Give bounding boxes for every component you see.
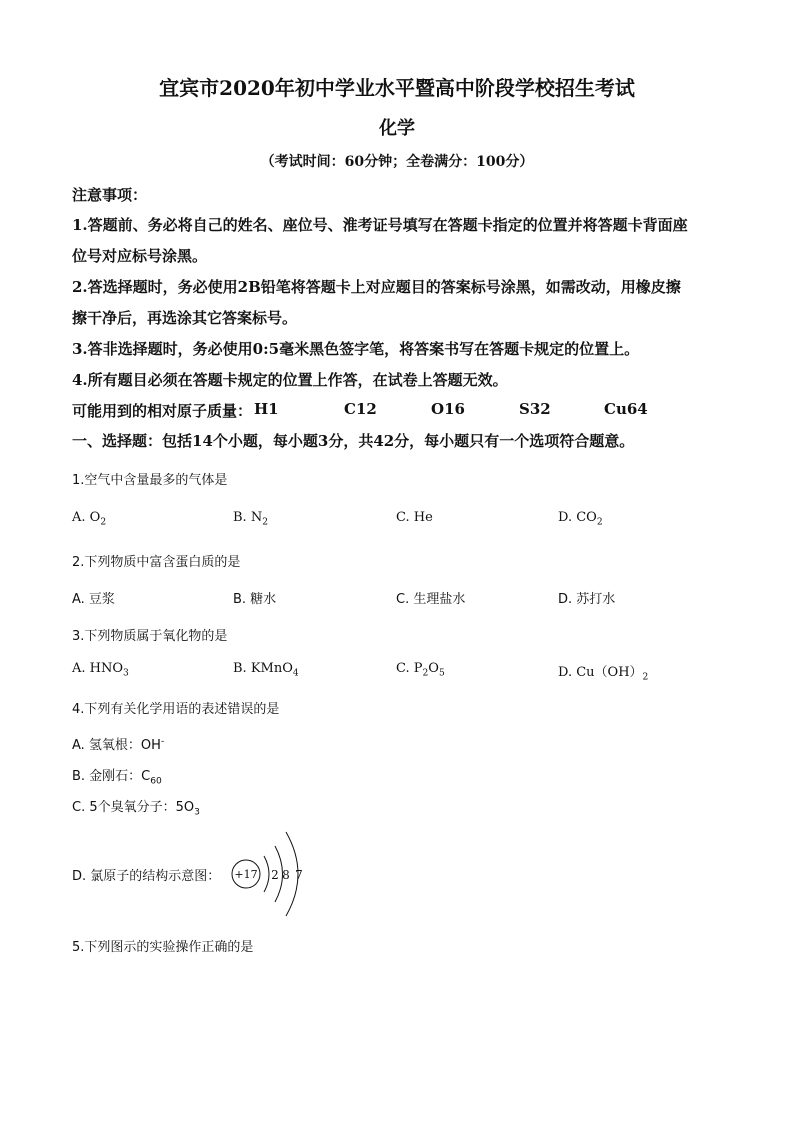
question-1-option-a: A. $O_2$ [72, 510, 107, 528]
note-2-line-2: 擦干净后，再选涂其它答案标号。 [72, 309, 298, 327]
shell-1-arc [264, 856, 269, 892]
question-4-option-a: A. 氢氧根：OH- [72, 736, 165, 753]
atomic-masses-label: 可能用到的相对原子质量： [72, 402, 253, 420]
question-5-stem: 5.下列图示的实验操作正确的是 [72, 940, 254, 955]
question-1-option-c: C. He [396, 510, 433, 525]
question-3-option-d: D. $Cu(OH)_2$ [558, 665, 649, 683]
nucleus-charge: +17 [234, 868, 258, 881]
shell-2-electrons: 8 [282, 868, 290, 882]
question-1-option-d: D. $CO_2$ [558, 510, 603, 528]
atomic-mass-item: Cu64 [604, 400, 648, 418]
atomic-mass-item: O16 [431, 400, 465, 418]
note-2-line-1: 2.答选择题时，务必使用2B铅笔将答题卡上对应题目的答案标号涂黑，如需改动，用橡皮擦 [72, 278, 681, 296]
atomic-mass-item: H1 [254, 400, 279, 418]
shell-3-electrons: 7 [295, 868, 303, 882]
atomic-mass-item: S32 [519, 400, 551, 418]
question-3-option-a: A. $HNO_3$ [72, 661, 129, 679]
question-1-option-b: B. $N_2$ [233, 510, 268, 528]
atomic-mass-item: C12 [344, 400, 377, 418]
shell-1-electrons: 2 [271, 868, 279, 882]
atomic-masses [72, 400, 732, 420]
question-2-option-b: B. 糖水 [233, 592, 277, 607]
note-4: 4.所有题目必须在答题卡规定的位置上作答，在试卷上答题无效。 [72, 371, 508, 389]
notes-heading: 注意事项： [72, 186, 148, 204]
note-1-line-2: 位号对应标号涂黑。 [72, 247, 208, 265]
chlorine-atom-diagram [228, 826, 318, 922]
question-2-stem: 2.下列物质中富含蛋白质的是 [72, 555, 241, 570]
question-4-option-c: C. 5个臭氧分子：$5O_3$ [72, 800, 200, 818]
exam-title: 宜宾市2020年初中学业水平暨高中阶段学校招生考试 [159, 76, 635, 100]
question-4-stem: 4.下列有关化学用语的表述错误的是 [72, 702, 280, 717]
exam-meta: （考试时间：60分钟；全卷满分：100分） [260, 154, 534, 170]
question-2-option-d: D. 苏打水 [558, 592, 616, 607]
note-3: 3.答非选择题时，务必使用0:5毫米黑色签字笔，将答案书写在答题卡规定的位置上。 [72, 340, 640, 358]
exam-subject: 化学 [379, 118, 415, 139]
question-3-option-c: C. $P_2O_5$ [396, 661, 445, 679]
question-2-option-a: A. 豆浆 [72, 592, 115, 607]
question-4-option-d: D. 氯原子的结构示意图： [72, 869, 221, 884]
question-3-stem: 3.下列物质属于氧化物的是 [72, 629, 228, 644]
question-1-stem: 1.空气中含量最多的气体是 [72, 473, 228, 488]
question-3-option-b: B. KMnO$_4$ [233, 661, 299, 679]
note-1-line-1: 1.答题前、务必将自己的姓名、座位号、淮考证号填写在答题卡指定的位置并将答题卡背面座 [72, 216, 688, 234]
question-2-option-c: C. 生理盐水 [396, 592, 466, 607]
section-heading: 一、选择题：包括14个小题，每小题3分，共42分，每小题只有一个选项符合题意。 [72, 432, 635, 450]
question-4-option-b: B. 金刚石：$C_{60}$ [72, 769, 162, 787]
